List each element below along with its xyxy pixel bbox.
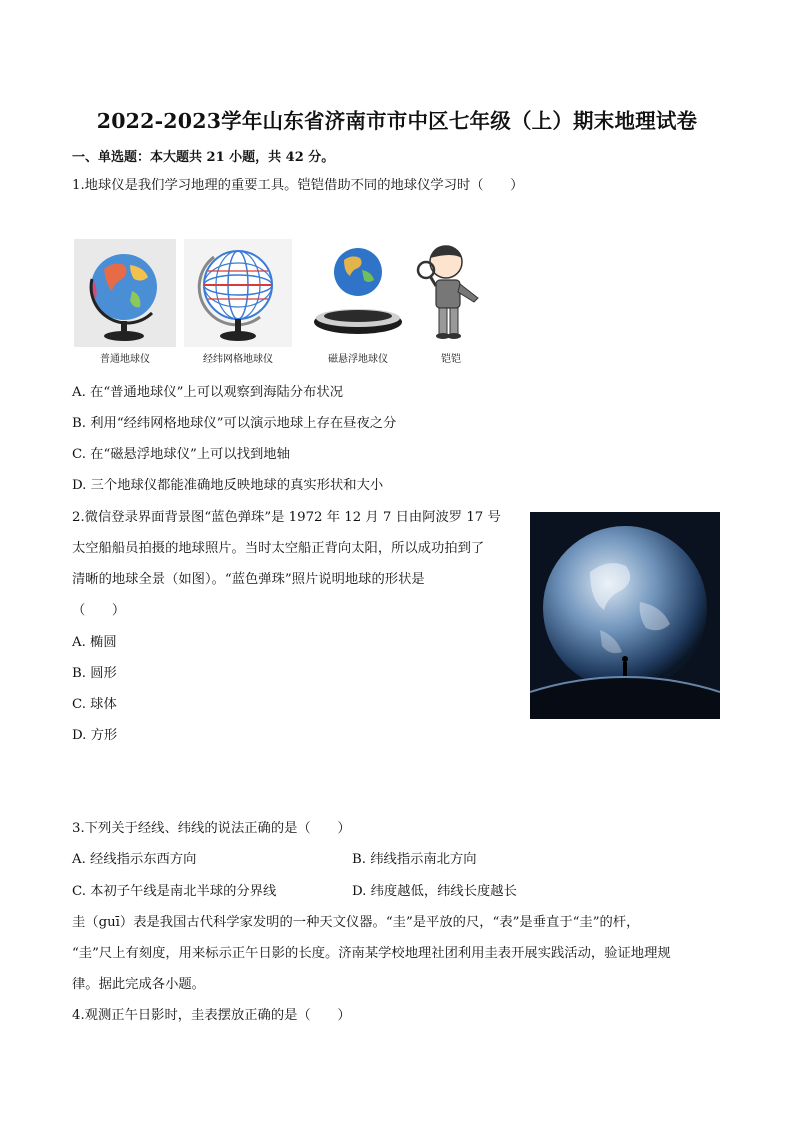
caption-ordinary-globe: 普通地球仪 [100,354,150,365]
passage-line-2: “圭”尺上有刻度，用来标示正午日影的长度。济南某学校地理社团利用圭表开展实践活动，验证地理规 [72,946,671,961]
grid-globe-image [184,239,292,347]
q4-stem: 4.观测正午日影时，圭表摆放正确的是（ ） [72,1008,351,1023]
passage-line-3: 律。据此完成各小题。 [72,977,205,992]
q2-option-a[interactable]: A. 椭圆 [72,635,117,650]
q3-option-b[interactable]: B. 纬线指示南北方向 [352,852,477,867]
q3-option-c[interactable]: C. 本初子午线是南北半球的分界线 [72,884,277,899]
q1-option-a[interactable]: A. 在“普通地球仪”上可以观察到海陆分布状况 [72,385,343,400]
q2-stem-line-4: （ ） [72,603,126,618]
q2-option-d[interactable]: D. 方形 [72,728,118,743]
page-title: 2022-2023学年山东省济南市市中区七年级（上）期末地理试卷 [96,109,698,133]
q3-stem: 3.下列关于经线、纬线的说法正确的是（ ） [72,821,351,836]
kaikai-boy-image [412,240,490,346]
q3-option-a[interactable]: A. 经线指示东西方向 [72,852,197,867]
blue-marble-image [530,512,720,719]
q1-option-c[interactable]: C. 在“磁悬浮地球仪”上可以找到地轴 [72,447,290,462]
q1-option-d[interactable]: D. 三个地球仪都能准确地反映地球的真实形状和大小 [72,478,384,493]
section-heading: 一、单选题：本大题共 21 小题，共 42 分。 [72,150,335,165]
maglev-globe-image [306,240,410,346]
caption-kaikai: 铠铠 [441,354,461,365]
passage-line-1: 圭（guī）表是我国古代科学家发明的一种天文仪器。“圭”是平放的尺，“表”是垂直于“圭”的杆， [72,915,640,930]
q2-stem-line-1: 2.微信登录界面背景图“蓝色弹珠”是 1972 年 12 月 7 日由阿波罗 17 号 [72,510,501,525]
caption-grid-globe: 经纬网格地球仪 [203,354,273,365]
q2-option-b[interactable]: B. 圆形 [72,666,117,681]
q1-stem: 1.地球仪是我们学习地理的重要工具。铠铠借助不同的地球仪学习时（ ） [72,178,524,193]
q2-stem-line-3: 清晰的地球全景（如图）。“蓝色弹珠”照片说明地球的形状是 [72,572,425,587]
q2-stem-line-2: 太空船船员拍摄的地球照片。当时太空船正背向太阳，所以成功拍到了 [72,541,485,556]
q1-option-b[interactable]: B. 利用“经纬网格地球仪”可以演示地球上存在昼夜之分 [72,416,397,431]
q3-option-d[interactable]: D. 纬度越低，纬线长度越长 [352,884,517,899]
q2-option-c[interactable]: C. 球体 [72,697,117,712]
ordinary-globe-image [74,239,176,347]
caption-maglev-globe: 磁悬浮地球仪 [328,354,388,365]
